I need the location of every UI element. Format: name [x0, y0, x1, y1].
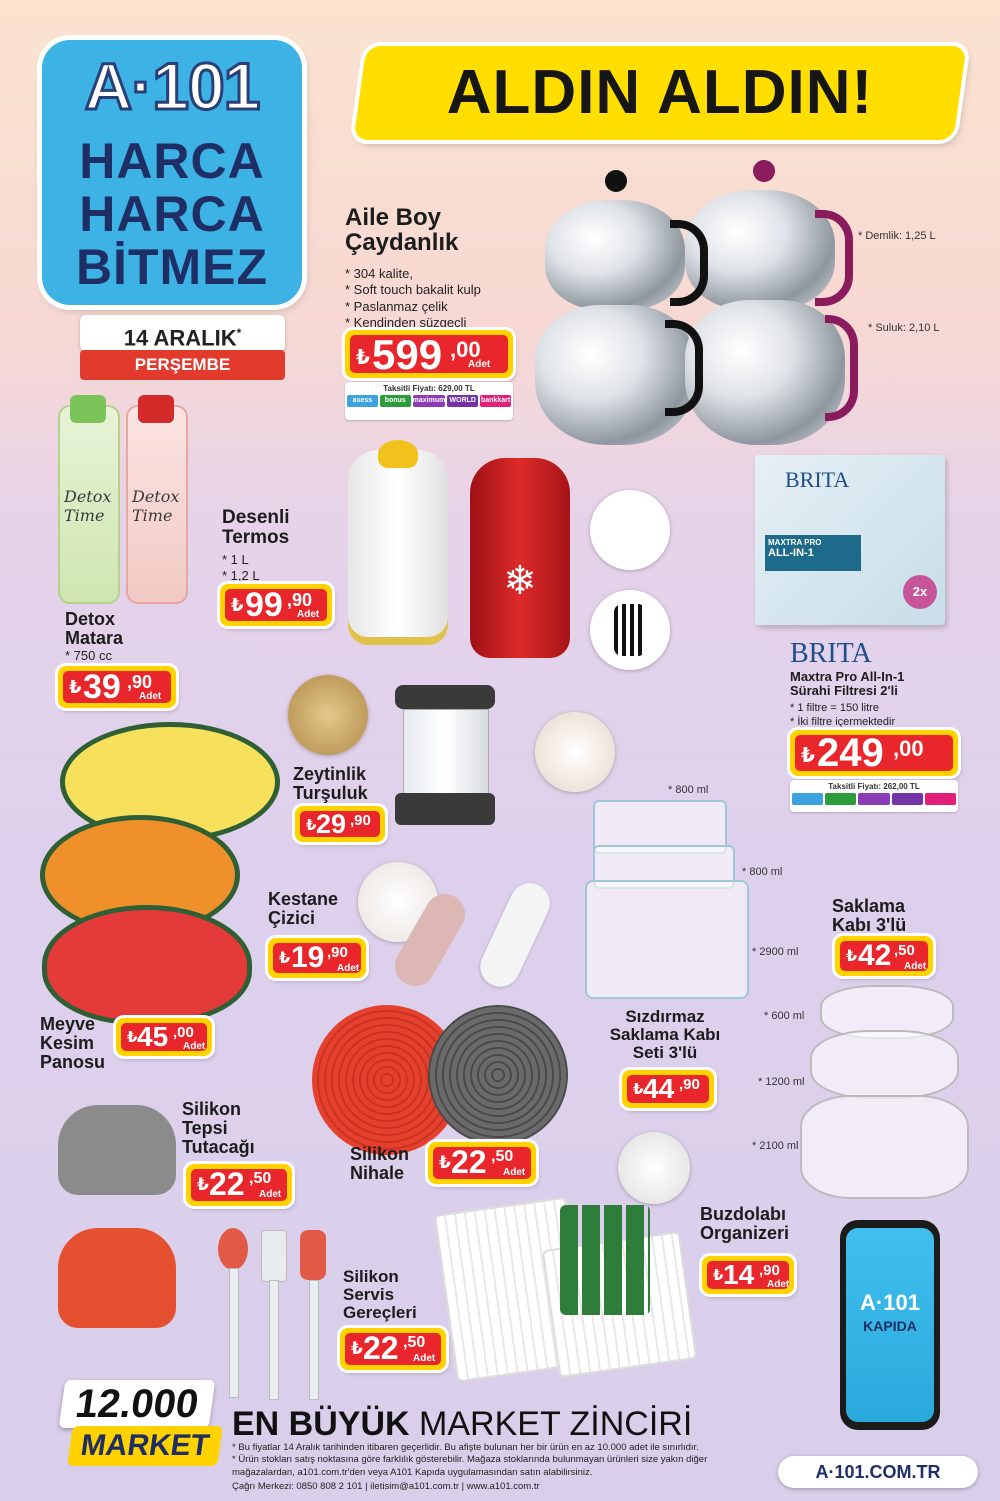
tutacak-grey-image: [58, 1105, 176, 1195]
brita-title: Maxtra Pro All-In-1 Sürahi Filtresi 2'li: [790, 669, 905, 698]
matara-price: ₺ 39 ,90 Adet: [58, 666, 176, 708]
brita-price: ₺ 249 ,00: [790, 730, 958, 776]
sizdirmaz-size-3: * 2100 ml: [752, 1140, 799, 1152]
nihale-grey-image: [428, 1005, 568, 1145]
buzdolabi-title: Buzdolabı Organizeri: [700, 1204, 790, 1243]
saklama-size-3: * 2900 ml: [752, 946, 799, 958]
servis-spatula-image: [298, 1230, 328, 1400]
teapot-image: [535, 160, 855, 450]
logo-line-3: BİTMEZ: [75, 239, 269, 295]
saklama-size-1: * 800 ml: [668, 784, 709, 796]
brand-name: A·101: [84, 49, 260, 123]
saklama-price: ₺ 42 ,50 Adet: [835, 936, 933, 976]
tutacak-red-image: [58, 1228, 176, 1328]
demlik-note: * Demlik: 1,25 L: [858, 230, 936, 242]
saklama-size-2: * 800 ml: [742, 866, 783, 878]
zeytinlik-photo-2: [535, 712, 615, 792]
zeytinlik-price: ₺ 29 ,90: [295, 806, 385, 842]
sizdirmaz-title: Sızdırmaz Saklama Kabı Seti 3'lü: [609, 1007, 721, 1062]
termos-floral-image: [590, 490, 670, 570]
phone-app-image: A·101 KAPIDA: [840, 1220, 940, 1430]
logo-line-1: HARCA: [79, 133, 265, 189]
nihale-title: Silikon Nihale: [350, 1144, 410, 1183]
sizdirmaz-image: [800, 985, 970, 1200]
kestane-image-white: [474, 877, 557, 994]
footer-title: EN BÜYÜK MARKET ZİNCİRİ: [232, 1405, 693, 1443]
termos-price: ₺ 99 ,90 Adet: [220, 584, 332, 626]
caydanlik-installment: Taksitli Fiyatı: 629,00 TL axess bonus maximum WORLD bankkart: [345, 382, 513, 420]
matara-note: * 750 cc: [65, 648, 112, 663]
meyve-price: ₺ 45 ,00 Adet: [116, 1018, 212, 1056]
slogan-banner: ALDIN ALDIN!: [353, 46, 966, 140]
caydanlik-price: ₺ 599 ,00 Adet: [345, 330, 513, 378]
termos-white-image: [348, 450, 448, 645]
termos-notes: * 1 L * 1,2 L: [222, 552, 260, 584]
servis-brush-image: [258, 1230, 288, 1400]
zeytinlik-photo-1: [288, 675, 368, 755]
sizdirmaz-size-2: * 1200 ml: [758, 1076, 805, 1088]
saklama-title: Saklama Kabı 3'lü: [832, 896, 907, 935]
logo-line-2: HARCA: [79, 186, 265, 242]
tutacak-title: Silikon Tepsi Tutacağı: [182, 1099, 255, 1157]
servis-title: Silikon Servis Gereçleri: [343, 1267, 417, 1322]
meyve-title: Meyve Kesim Panosu: [40, 1014, 106, 1072]
tomato-board-image: [42, 905, 252, 1025]
brita-logo: BRITA: [790, 638, 872, 669]
brita-installment: Taksitli Fiyatı: 262,00 TL: [790, 780, 958, 812]
bottle-image-green: Detox Time: [58, 405, 120, 604]
caydanlik-features: * 304 kalite, * Soft touch bakalit kulp * Paslanmaz çelik * Kendinden süzgeçli: [345, 266, 481, 330]
weekday-label: PERŞEMBE: [80, 350, 285, 380]
servis-price: ₺ 22 ,50 Adet: [340, 1328, 446, 1370]
servis-spoon-image: [218, 1228, 248, 1398]
kestane-price: ₺ 19 ,90 Adet: [268, 938, 366, 978]
termos-striped-image: [590, 590, 670, 670]
zeytinlik-image: [395, 685, 495, 830]
suluk-note: * Suluk: 2,10 L: [868, 322, 940, 334]
sizdirmaz-price: ₺ 44 ,90: [622, 1070, 714, 1108]
green-bottles-image: [560, 1205, 650, 1315]
nihale-price: ₺ 22 ,50 Adet: [428, 1142, 536, 1184]
zeytinlik-title: Zeytinlik Turşuluk: [293, 764, 368, 803]
matara-title: Detox Matara: [65, 609, 124, 648]
a101-logo: [42, 40, 302, 305]
termos-title: Desenli Termos: [222, 507, 290, 548]
kestane-title: Kestane Çizici: [268, 889, 339, 928]
brita-notes: * 1 filtre = 150 litre * İki filtre içermektedir: [790, 702, 896, 728]
termos-red-image: ❄: [470, 458, 570, 658]
buzdolabi-price: ₺ 14 ,90 Adet: [702, 1256, 794, 1294]
market-count-badge: 12.000 MARKET: [62, 1380, 222, 1475]
website-link[interactable]: A·101.COM.TR: [778, 1456, 978, 1488]
sizdirmaz-size-1: * 600 ml: [764, 1010, 805, 1022]
tutacak-price: ₺ 22 ,50 Adet: [186, 1164, 292, 1206]
bottle-image-red: Detox Time: [126, 405, 188, 604]
buzdolabi-photo: [618, 1132, 690, 1204]
brita-box-image: BRITA MAXTRA PRO ALL-IN-1 2x: [755, 455, 945, 625]
footer-disclaimer: * Bu fiyatlar 14 Aralık tarihinden itibaren geçerlidir. Bu afişte bulunan her bir ürün en az 10.000 adet ile sınırlıdır. * Ürün stokları satış noktasına göre farklılık gösterebilir. Mağaza stoklarında bulunmayan ürünleri size yakın diğer mağazalardan, a101.com.tr'den veya A101 Kapıda uygulamasından satın alabilirsiniz. Çağrı Merkezi: 0850 808 2 101 | iletisim@a101.com.tr | www.a101.com.tr: [232, 1442, 708, 1493]
date-label: 14 ARALIK*: [80, 315, 285, 351]
caydanlik-title: Aile Boy Çaydanlık: [345, 204, 459, 257]
saklama-image: [585, 800, 745, 1000]
